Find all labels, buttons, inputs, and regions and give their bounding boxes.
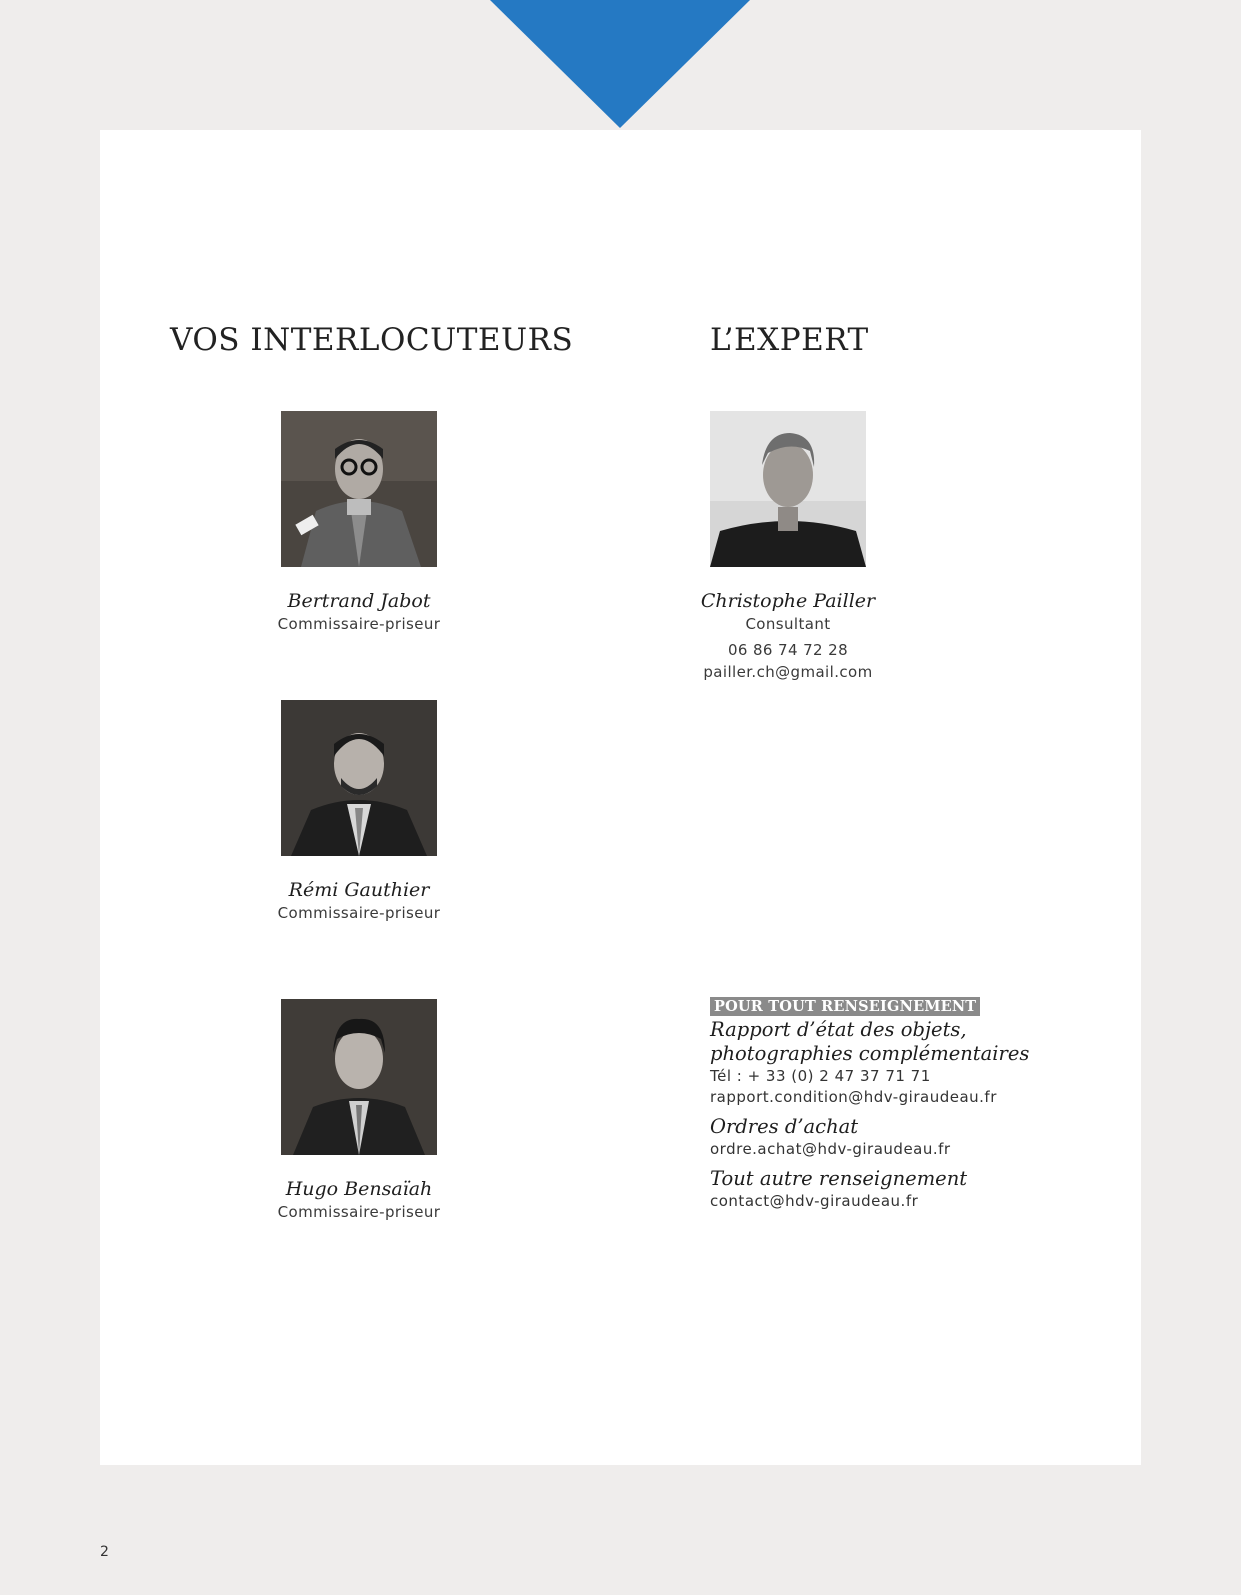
orders-email[interactable]: ordre.achat@hdv-giraudeau.fr xyxy=(710,1140,951,1158)
condition-email[interactable]: rapport.condition@hdv-giraudeau.fr xyxy=(710,1088,997,1106)
interlocutor-role: Commissaire-priseur xyxy=(277,904,441,922)
portrait-photo xyxy=(281,700,437,856)
interlocutor-name: Bertrand Jabot xyxy=(287,590,431,612)
expert-phone: 06 86 74 72 28 xyxy=(727,641,849,659)
expert-role: Consultant xyxy=(745,615,831,633)
portrait-bertrand-jabot xyxy=(281,411,437,567)
info-section xyxy=(710,996,1040,1212)
expert-name: Christophe Pailler xyxy=(700,590,876,612)
interlocutor-card xyxy=(259,411,459,635)
interlocutor-role: Commissaire-priseur xyxy=(277,615,441,633)
info-badge: POUR TOUT RENSEIGNEMENT xyxy=(710,997,980,1016)
other-email[interactable]: contact@hdv-giraudeau.fr xyxy=(710,1192,919,1210)
condition-phone: Tél : + 33 (0) 2 47 37 71 71 xyxy=(710,1067,931,1085)
expert-email[interactable]: pailler.ch@gmail.com xyxy=(703,663,873,681)
portrait-photo xyxy=(281,411,437,567)
orders-title: Ordres d’achat xyxy=(710,1115,859,1138)
interlocutor-role: Commissaire-priseur xyxy=(277,1203,441,1221)
expert-heading: L’EXPERT xyxy=(710,322,869,358)
blue-triangle-decoration xyxy=(490,0,750,128)
page-number: 2 xyxy=(100,1544,109,1560)
interlocutor-card xyxy=(259,700,459,924)
interlocutor-name: Hugo Bensaïah xyxy=(285,1178,433,1200)
interlocutor-name: Rémi Gauthier xyxy=(288,879,430,901)
interlocutor-card xyxy=(259,999,459,1223)
portrait-christophe-pailler xyxy=(710,411,866,567)
content-sheet xyxy=(100,130,1141,1465)
expert-card xyxy=(688,411,888,683)
portrait-photo xyxy=(281,999,437,1155)
interlocutors-heading: VOS INTERLOCUTEURS xyxy=(170,322,574,358)
portrait-hugo-bensaiah xyxy=(281,999,437,1155)
portrait-remi-gauthier xyxy=(281,700,437,856)
other-title: Tout autre renseignement xyxy=(710,1167,968,1190)
condition-title-line-2: photographies complémentaires xyxy=(710,1042,1030,1065)
portrait-photo xyxy=(710,411,866,567)
condition-title-line-1: Rapport d’état des objets, xyxy=(710,1018,967,1041)
